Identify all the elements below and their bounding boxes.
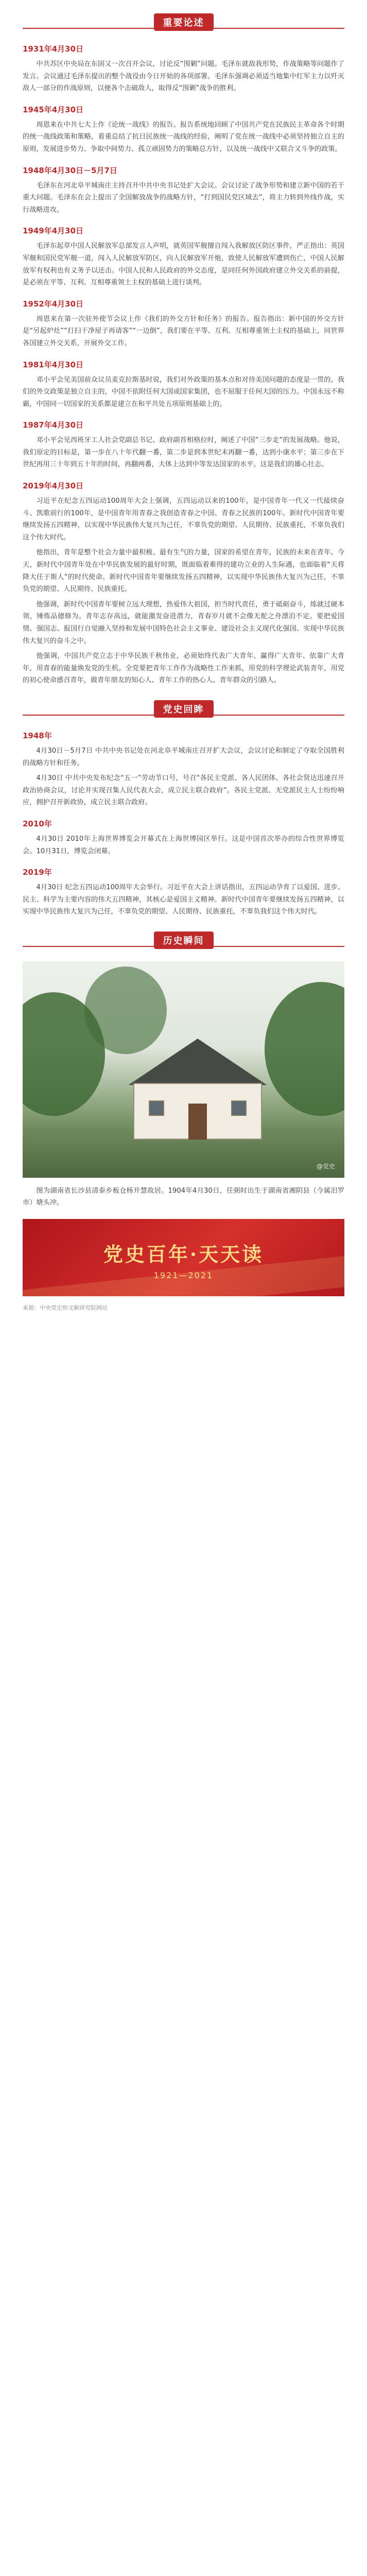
entry-date: 1952年4月30日 (23, 299, 84, 309)
house-door (188, 1104, 207, 1140)
entry-date: 1981年4月30日 (23, 360, 84, 369)
party-history-list (23, 730, 344, 918)
entry-text: 毛泽东起草中国人民解放军总部发言人声明，就英国军舰擅自闯入我解放区防区事件，严正指出：英国军舰和国民党军舰一道，闯入人民解放军防区，向人民解放军开炮，致使人民解放军遭到伤亡，中国人民解放军有权利也有义务予以还击。中国人民和人民政府的外交态度，是同任何外国政府建立外交关系的前提，是必须在平等、互利、互相尊重领土主权的基础上进行谈判。 (23, 242, 344, 287)
section-title: 党史回眸 (154, 700, 214, 718)
entry-text: 4月30日 纪念五四运动100周年大会举行。习近平在大会上讲话指出，五四运动孕育了以爱国、进步、民主、科学为主要内容的伟大五四精神，其核心是爱国主义精神。新时代中国青年要继续发扬五四精神，以实现中华民族伟大复兴为己任，不辜负党的期望、人民期待、民族重托，不辜负我们这个伟大时代。 (23, 884, 344, 916)
tree-shape (265, 982, 344, 1116)
banner-title: 党史百年·天天读 (103, 1242, 264, 1266)
entry-year: 2010年 (23, 819, 52, 828)
photo-watermark: @党史 (316, 1162, 335, 1170)
source-note: 来源：中央党史和文献研究院网站 (23, 1304, 108, 1311)
section-title: 历史瞬间 (154, 931, 214, 949)
section-header-key-statements (23, 13, 344, 32)
house-window (149, 1100, 164, 1116)
entry-date: 1949年4月30日 (23, 226, 84, 236)
entry-text: 邓小平会见美国前众议员麦克拉斯基时说，我们对外政策的基本点和对待美国问题的态度是一贯的。我们的外交政策是独立自主的，中国不依附任何大国或国家集团，也不屈服于任何大国的压力。中国永远不称霸，中国同一切国家的关系都是建立在和平共处五项原则基础上的。 (23, 376, 344, 408)
entry-year: 1948年 (23, 731, 52, 740)
entry-text: 邓小平会见西班牙工人社会党副总书记、政府副首相格拉时，阐述了中国“三步走”的发展战略。他说，我们原定的目标是，第一步在八十年代翻一番，第二步是到本世纪末再翻一番，达到小康水平；第三步在下世纪再用三十年到五十年的时间，再翻两番，大体上达到中等发达国家的水平。这是我们的雄心壮志。 (23, 436, 344, 469)
entry-date: 1948年4月30日－5月7日 (23, 165, 117, 175)
section-header-history-snapshot (23, 931, 344, 950)
article (0, 13, 367, 1321)
entry-text: 他强调，新时代中国青年要树立远大理想，热爱伟大祖国，担当时代责任，勇于砥砺奋斗，练就过硬本领，锤炼品德修为。青年志存高远，就能激发奋进潜力，青春岁月就不会像无舵之舟漂泊不定。要把爱国情、强国志、报国行自觉融入坚持和发展中国特色社会主义事业、建设社会主义现代化强国、实现中华民族伟大复兴的奋斗之中。 (23, 600, 344, 645)
column-banner (23, 1219, 344, 1296)
entry-date: 1987年4月30日 (23, 420, 84, 430)
historic-house-photo (23, 961, 344, 1178)
entry-date: 1945年4月30日 (23, 105, 84, 114)
section-title: 重要论述 (154, 13, 214, 31)
entry-text: 周恩来在第一次驻外使节会议上作《我们的外交方针和任务》的报告。报告指出：新中国的外交方针是“另起炉灶”“打扫干净屋子再请客”“一边倒”，我们要在平等、互利、互相尊重领土主权的基础上，同世界各国建立外交关系，开展外交工作。 (23, 315, 344, 347)
entry-text: 中共苏区中央局在东固又一次召开会议，讨论反“围剿”问题。毛泽东就敌我形势，作战策略等问题作了发言。会议通过毛泽东提出的整个战役由今日开始的各项部署。毛泽东强调必须适当地集中红军主力以歼灭敌人一部分的作战原则，以便各个击破敌人，取得反“围剿”战争的胜利。 (23, 60, 344, 93)
section-header-party-history (23, 700, 344, 719)
entry-text: 习近平在纪念五四运动100周年大会上强调，五四运动以来的100年，是中国青年一代又一代接续奋斗、凯歌前行的100年，是中国青年用青春之我创造青春之中国、青春之民族的100年。新时代中国青年要继续发扬五四精神，以实现中华民族伟大复兴为己任，不辜负党的期望、人民期待、民族重托，不辜负我们这个伟大时代。 (23, 497, 344, 541)
house-window (231, 1100, 247, 1116)
entry-date: 1931年4月30日 (23, 44, 84, 54)
entry-text: 毛泽东在河北阜平城南庄主持召开中共中央书记处扩大会议。会议讨论了战争形势和建立新中国的若干重大问题。毛泽东在会上提出了全国解放战争的战略方针，“打到国民党区域去”，将主力转到外线作战，实行战略进攻。 (23, 181, 344, 214)
entry-text: 4月30日－5月7日 中共中央书记处在河北阜平城南庄召开扩大会议，会议讨论和制定了夺取全国胜利的战略方针和任务。 (23, 747, 344, 767)
key-statements-list (23, 43, 344, 687)
entry-year: 2019年 (23, 868, 52, 877)
tree-shape (84, 967, 167, 1054)
banner-years: 1921—2021 (153, 1270, 214, 1280)
entry-text: 周恩来在中共七大上作《论统一战线》的报告。报告系统地回顾了中国共产党在民族民主革命各个时期的统一战线政策和策略，着重总结了抗日民族统一战线的经验，阐明了党在统一战线中必须坚持独立自主的原则，发展进步势力、争取中间势力、孤立顽固势力的策略总方针，以及统一战线中又联合又斗争的政策。 (23, 121, 344, 153)
entry-text: 4月30日 2010年上海世界博览会开幕式在上海世博园区举行。这是中国首次举办的综合性世界博览会。10月31日，博览会闭幕。 (23, 835, 344, 855)
entry-text: 他指出，青年是整个社会力量中最积极、最有生气的力量，国家的希望在青年，民族的未来在青年。今天，新时代中国青年处在中华民族发展的最好时期，既面临着难得的建功立业的人生际遇，也面临着“天将降大任于斯人”的时代使命。新时代中国青年要继续发扬五四精神，以实现中华民族伟大复兴为己任，不辜负党的期望、人民期待、民族重托。 (23, 549, 344, 594)
entry-text: 他强调，中国共产党立志于中华民族千秋伟业，必须始终代表广大青年、赢得广大青年、依靠广大青年，用青春的能量焕发党的生机。全党要把青年工作作为战略性工作来抓，用党的科学理论武装青年，用党的初心使命感召青年，做青年朋友的知心人、青年工作的热心人、青年群众的引路人。 (23, 652, 344, 685)
photo-caption: 图为湖南省长沙县清泰乡板仓杨开慧故居。1904年4月30日，任弼时出生于湖南省湘阴县（今属汨罗市）塘头冲。 (23, 1187, 344, 1207)
entry-text: 4月30日 中共中央发布纪念“五一”劳动节口号，号召“各民主党派、各人民团体、各社会贤达迅速召开政治协商会议，讨论并实现召集人民代表大会，成立民主联合政府”。各民主党派、无党派民主人士纷纷响应，拥护召开新政协，成立民主联合政府。 (23, 774, 344, 807)
entry-date: 2019年4月30日 (23, 481, 84, 491)
